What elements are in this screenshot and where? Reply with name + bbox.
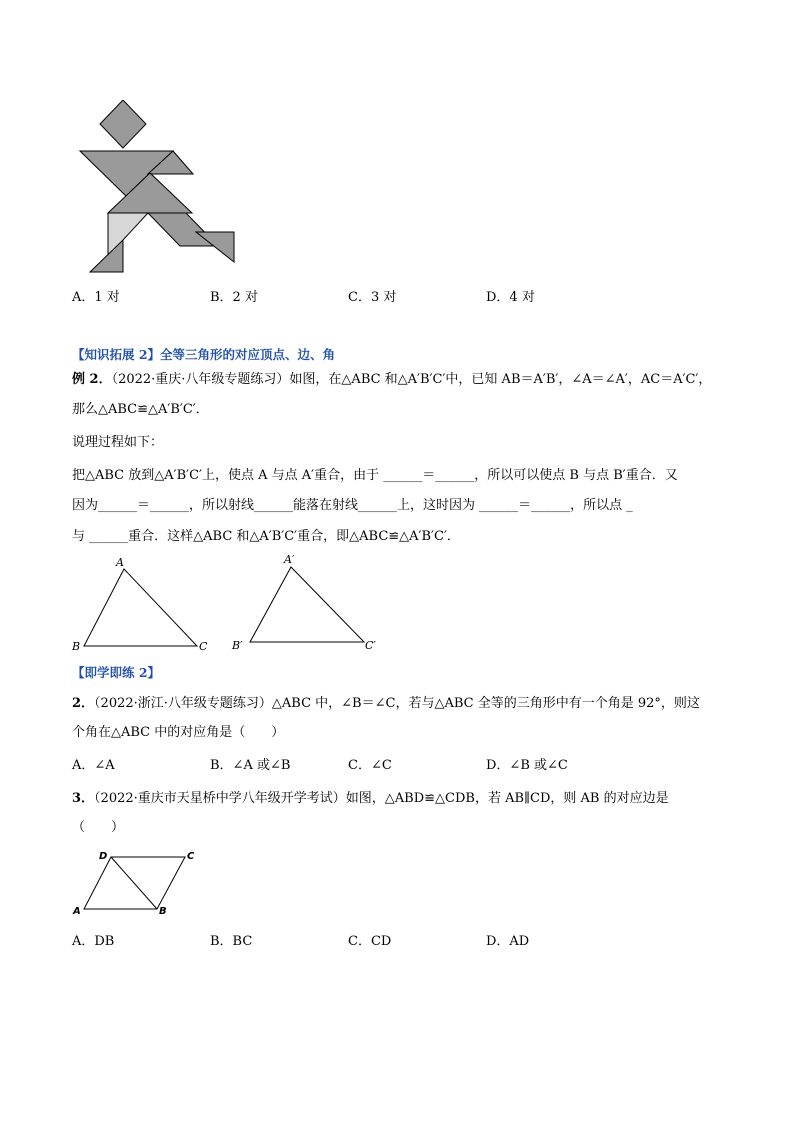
q1-option-a: A．1 对 <box>72 290 120 305</box>
tangram-figure <box>78 100 240 275</box>
q3-option-b: B．BC <box>210 934 253 949</box>
example2-line-3: 说理过程如下： <box>72 435 164 450</box>
q2-option-d: D．∠B 或∠C <box>486 758 568 773</box>
label-b-prime: B′ <box>232 639 243 652</box>
q3-option-d: D．AD <box>486 934 530 949</box>
diagonal-db <box>111 857 157 909</box>
q3-label-a: A <box>73 906 81 917</box>
q3-number: 3． <box>72 791 95 806</box>
q1-option-d: D．4 对 <box>486 290 535 305</box>
section-title-knowledge-2: 【知识拓展 2】全等三角形的对应顶点、边、角 <box>72 347 336 362</box>
q3-label-d: D <box>99 851 108 862</box>
q2-line-1 <box>72 694 700 714</box>
example2-text-1: （2022·重庆·八年级专题练习）如图，在△ABC 和△A′B′C′中，已知 AB＝A′B′，∠A＝∠A′，AC＝A′C′， <box>111 372 712 387</box>
q3-option-a: A．DB <box>72 934 115 949</box>
q2-text-1: （2022·浙江·八年级专题练习）△ABC 中，∠B＝∠C，若与△ABC 全等的三角形中有一个角是 92°，则这 <box>94 696 700 711</box>
tangram-right-foot <box>196 232 234 262</box>
label-c: C <box>199 640 208 653</box>
q3-line-2: （ ） <box>72 820 125 835</box>
example2-line-2: 那么△ABC≌△A′B′C′． <box>72 402 209 417</box>
q3-line-1 <box>72 789 669 809</box>
example2-line-4: 把△ABC 放到△A′B′C′上，使点 A 与点 A′重合，由于 ______＝______，所以可以使点 B 与点 B′重合．又 <box>72 468 678 483</box>
example2-line-1 <box>72 370 711 390</box>
q3-parallelogram-figure <box>80 850 200 920</box>
q2-option-c: C．∠C <box>348 758 392 773</box>
label-b: B <box>72 640 81 653</box>
q2-option-b: B．∠A 或∠B <box>210 758 291 773</box>
q3-option-c: C．CD <box>348 934 392 949</box>
example2-line-6: 与 ______重合．这样△ABC 和△A′B′C′重合，即△ABC≌△A′B′C′． <box>72 529 460 544</box>
tangram-head-square <box>100 100 146 148</box>
q2-number: 2． <box>72 696 95 711</box>
q1-option-b: B．2 对 <box>210 290 258 305</box>
q2-option-a: A．∠A <box>72 758 115 773</box>
q3-label-c: C <box>187 851 195 862</box>
triangle-a2b2c2 <box>250 567 364 642</box>
example2-line-5: 因为______＝______，所以射线______能落在射线______上，这时因为 ______＝______，所以点 _ <box>72 498 633 513</box>
label-c-prime: C′ <box>365 639 376 652</box>
tangram-left-foot <box>90 240 123 272</box>
q3-text-1: （2022·重庆市天星桥中学八年级开学考试）如图，△ABD≌△CDB，若 AB∥CD，则 AB 的对应边是 <box>94 791 669 806</box>
q1-option-c: C．3 对 <box>348 290 397 305</box>
triangle-abc <box>84 569 197 646</box>
q2-line-2: 个角在△ABC 中的对应角是（ ） <box>72 725 285 740</box>
label-a-prime: A′ <box>284 553 295 566</box>
example2-label: 例 2． <box>72 372 112 387</box>
label-a: A <box>116 556 124 569</box>
section-title-practice-2: 【即学即练 2】 <box>72 665 161 680</box>
q3-label-b: B <box>159 906 167 917</box>
